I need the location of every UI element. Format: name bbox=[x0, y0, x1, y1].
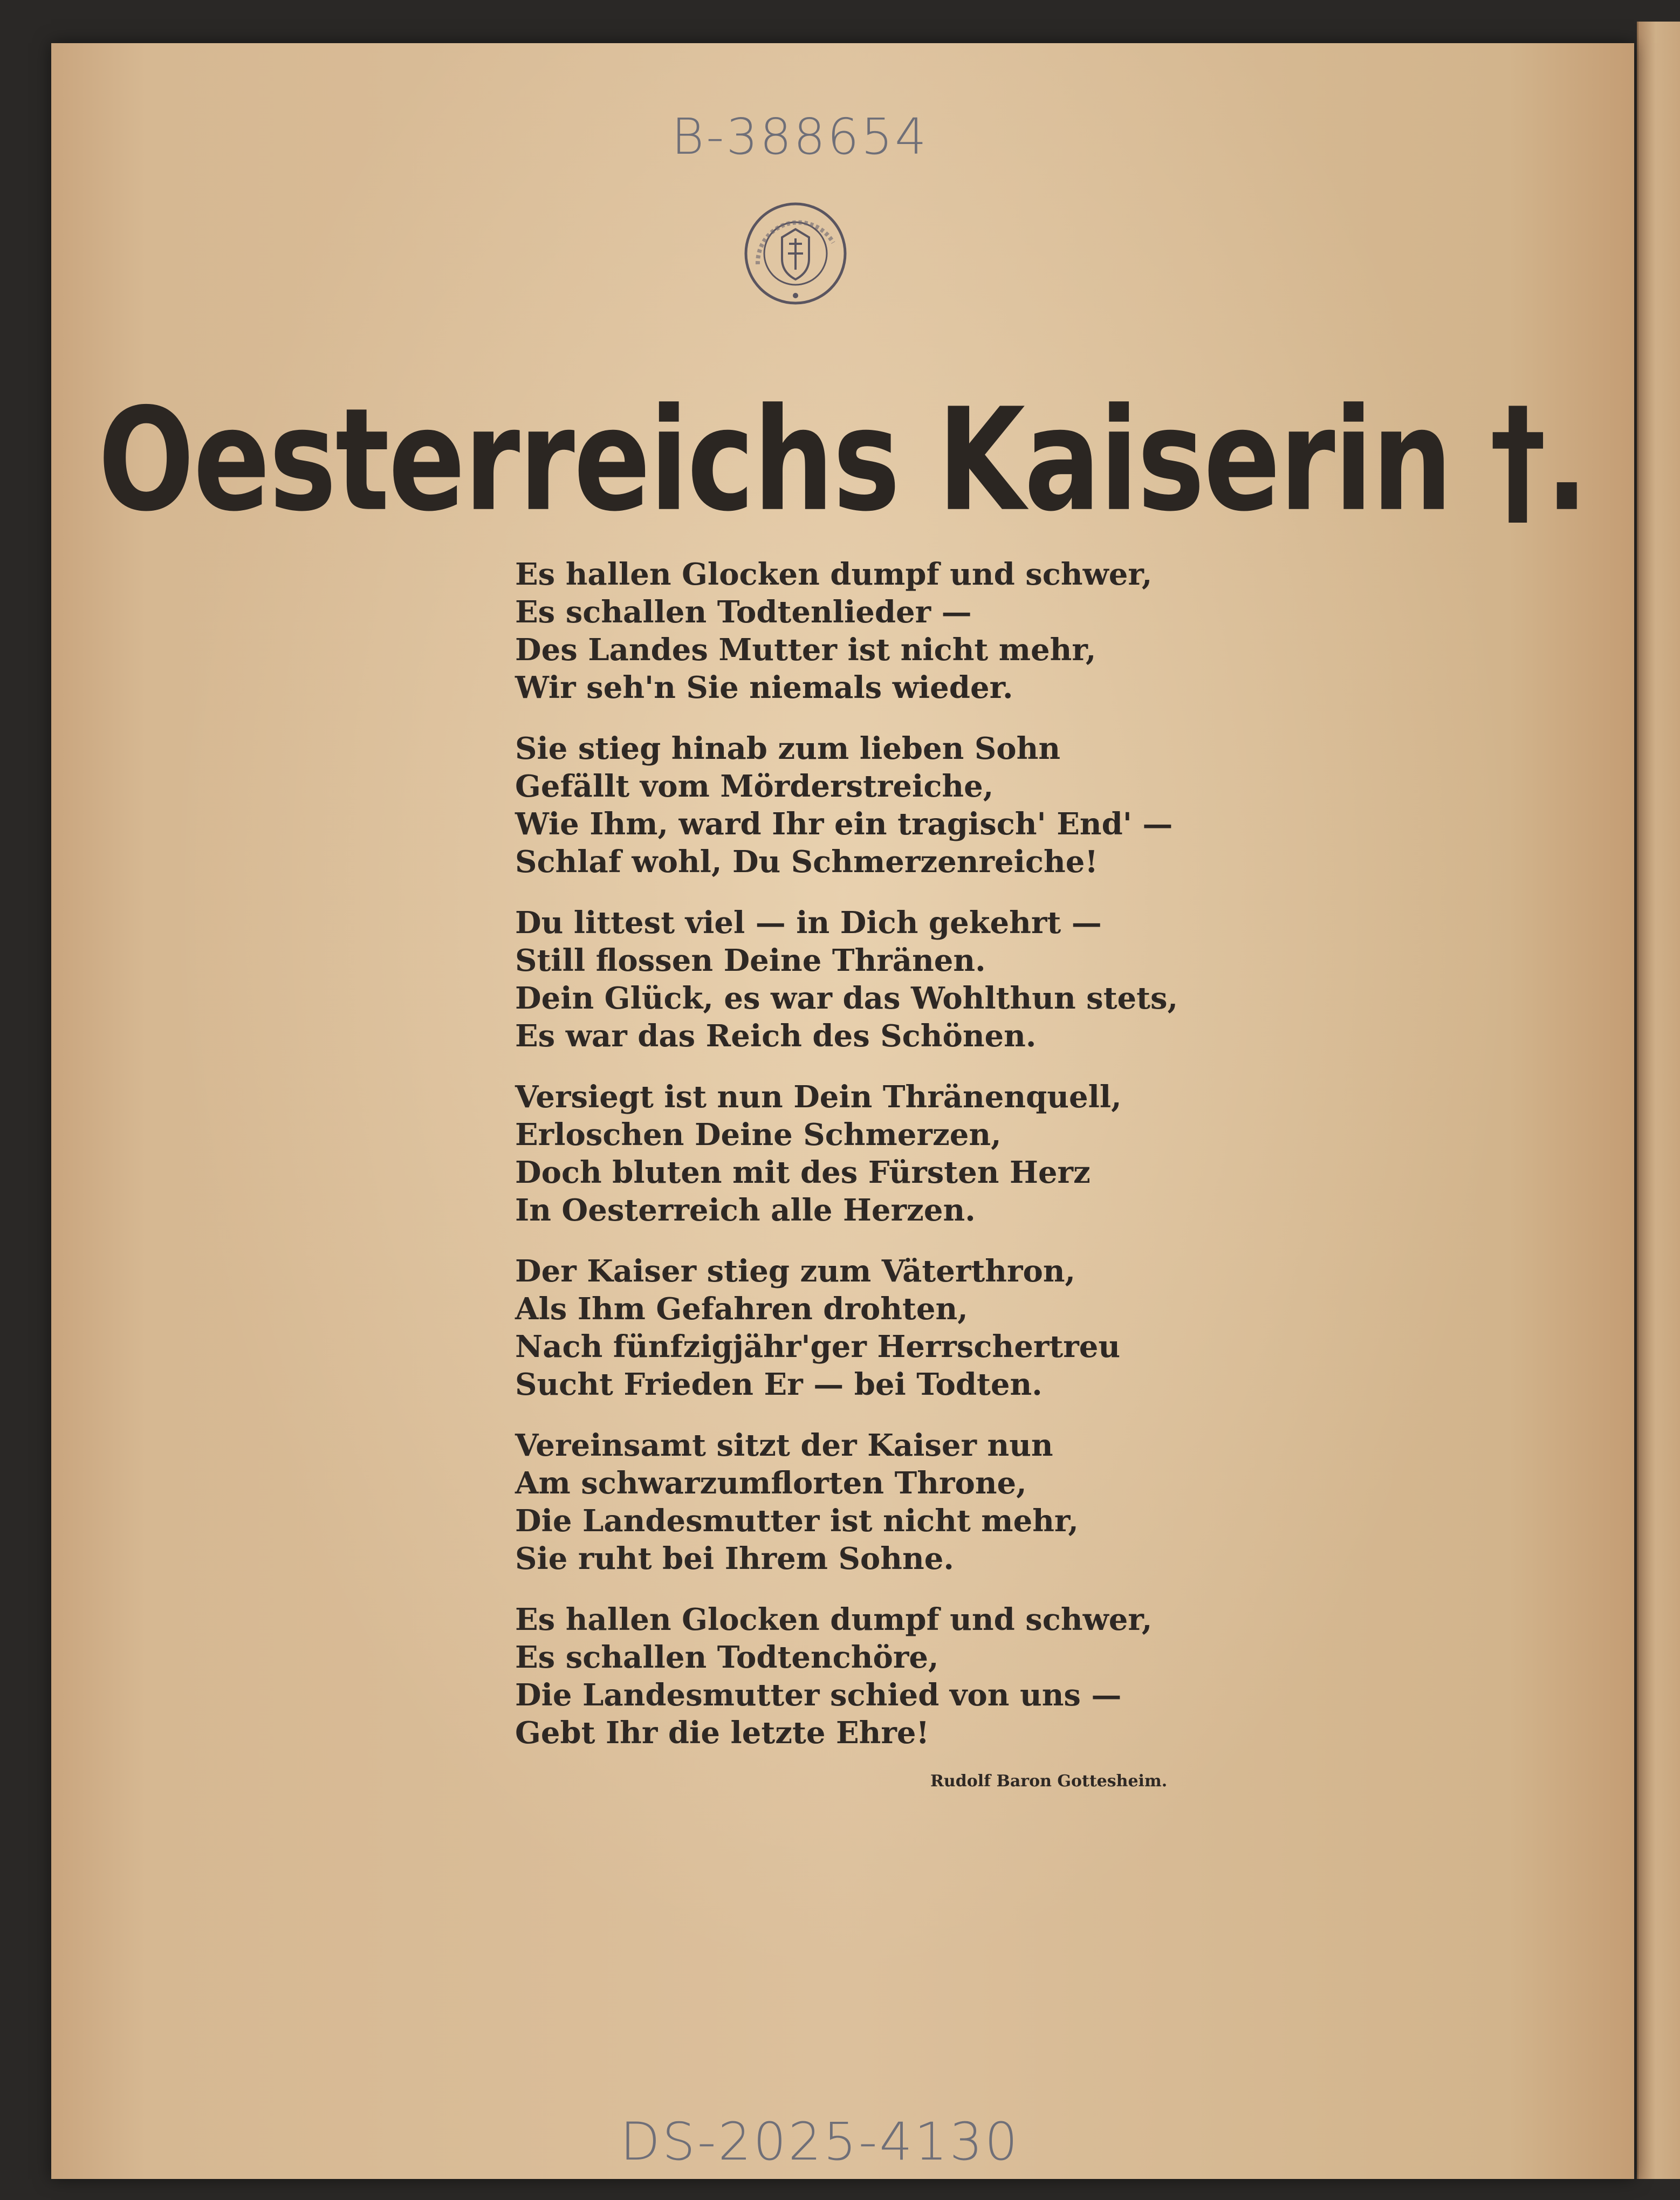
poem-line: Gebt Ihr die letzte Ehre! bbox=[515, 1715, 930, 1751]
stanza bbox=[515, 556, 1324, 707]
author-signature: Rudolf Baron Gottesheim. bbox=[930, 1772, 1168, 1791]
poem-line: Die Landesmutter ist nicht mehr, bbox=[515, 1503, 1079, 1539]
poem-line: In Oesterreich alle Herzen. bbox=[515, 1192, 976, 1228]
poem-line: Es war das Reich des Schönen. bbox=[515, 1018, 1037, 1054]
poem-line: Erloschen Deine Schmerzen, bbox=[515, 1117, 1002, 1153]
poem-line: Dein Glück, es war das Wohlthun stets, bbox=[515, 981, 1178, 1016]
poem-line: Wir seh'n Sie niemals wieder. bbox=[515, 670, 1013, 705]
poem-line: Es hallen Glocken dumpf und schwer, bbox=[515, 1602, 1153, 1637]
library-stamp-icon bbox=[742, 200, 849, 307]
poem-line: Es schallen Todtenlieder — bbox=[515, 594, 972, 630]
poem-line: Schlaf wohl, Du Schmerzenreiche! bbox=[515, 844, 1098, 880]
stanza bbox=[515, 1601, 1324, 1752]
handwritten-shelfmark-top: B-388654 bbox=[671, 108, 929, 166]
stanza bbox=[515, 1078, 1324, 1229]
poem-line: Am schwarzumflorten Throne, bbox=[515, 1465, 1027, 1501]
stanza bbox=[515, 1252, 1324, 1403]
document-page bbox=[51, 43, 1634, 2179]
poem-line: Vereinsamt sitzt der Kaiser nun bbox=[515, 1428, 1053, 1463]
poem-line: Des Landes Mutter ist nicht mehr, bbox=[515, 632, 1096, 668]
poem-line: Sie stieg hinab zum lieben Sohn bbox=[515, 731, 1061, 766]
poem-line: Als Ihm Gefahren drohten, bbox=[515, 1291, 968, 1327]
page-title: Oesterreichs Kaiserin †. bbox=[98, 378, 1588, 543]
poem-line: Der Kaiser stieg zum Väterthron, bbox=[515, 1253, 1076, 1289]
poem-line: Die Landesmutter schied von uns — bbox=[515, 1677, 1122, 1713]
poem-line: Still flossen Deine Thränen. bbox=[515, 943, 986, 978]
poem-line: Es schallen Todtenchöre, bbox=[515, 1640, 939, 1675]
poem-line: Nach fünfzigjähr'ger Herrschertreu bbox=[515, 1329, 1121, 1365]
poem-line: Doch bluten mit des Fürsten Herz bbox=[515, 1155, 1091, 1190]
adjacent-page-edge bbox=[1637, 22, 1680, 2179]
poem-line: Du littest viel — in Dich gekehrt — bbox=[515, 905, 1102, 941]
stanza bbox=[515, 730, 1324, 881]
poem-line: Wie Ihm, ward Ihr ein tragisch' End' — bbox=[515, 806, 1173, 842]
stanza bbox=[515, 904, 1324, 1055]
poem-line: Versiegt ist nun Dein Thränenquell, bbox=[515, 1079, 1122, 1115]
handwritten-shelfmark-bottom: DS-2025-4130 bbox=[620, 2112, 1020, 2172]
poem-line: Es hallen Glocken dumpf und schwer, bbox=[515, 557, 1153, 592]
poem-line: Gefällt vom Mörderstreiche, bbox=[515, 769, 994, 804]
poem bbox=[515, 556, 1324, 1775]
poem-line: Sucht Frieden Er — bei Todten. bbox=[515, 1367, 1043, 1402]
stanza bbox=[515, 1427, 1324, 1578]
poem-line: Sie ruht bei Ihrem Sohne. bbox=[515, 1541, 954, 1577]
